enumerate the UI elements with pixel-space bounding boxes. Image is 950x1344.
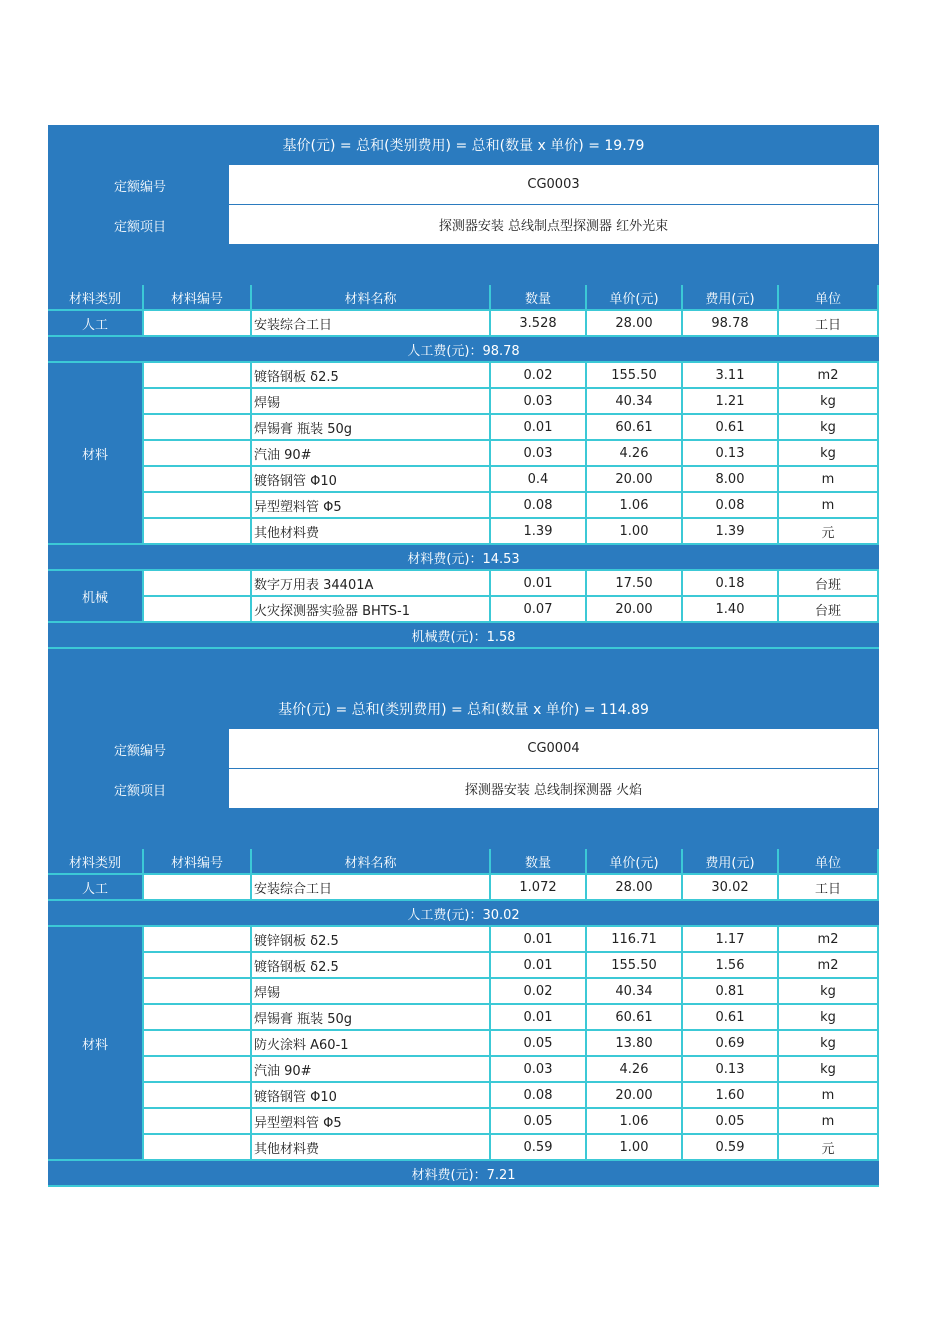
cost-cell: 0.13 — [683, 441, 779, 467]
unit-cell: kg — [779, 979, 879, 1005]
quota-sheet — [48, 125, 879, 1187]
unit-cell: m — [779, 493, 879, 519]
material-name-cell: 异型塑料管 Φ5 — [252, 1109, 491, 1135]
cost-cell: 1.21 — [683, 389, 779, 415]
quantity-cell: 1.072 — [491, 875, 587, 901]
unit-cell: kg — [779, 1005, 879, 1031]
material-name-cell: 镀锌钢板 δ2.5 — [252, 927, 491, 953]
unit-cell: kg — [779, 415, 879, 441]
unit-price-cell: 40.34 — [587, 389, 683, 415]
quantity-cell: 0.08 — [491, 493, 587, 519]
unit-price-cell: 28.00 — [587, 311, 683, 337]
quota-item-value: 探测器安装 总线制点型探测器 红外光束 — [229, 205, 879, 245]
materials-row — [144, 1135, 879, 1161]
materials-row — [144, 519, 879, 545]
materials-row — [144, 1057, 879, 1083]
col-header-unit: 单位 — [779, 285, 879, 311]
materials-row — [144, 1083, 879, 1109]
quota-item-label: 定额项目 — [48, 205, 229, 245]
column-header-row — [48, 849, 879, 875]
formula-header: 基价(元) = 总和(类别费用) = 总和(数量 x 单价) = 19.79 — [282, 138, 645, 154]
material-name-cell: 镀铬钢板 δ2.5 — [252, 953, 491, 979]
material-code-cell — [144, 1005, 252, 1031]
cost-cell: 1.17 — [683, 927, 779, 953]
material-name-cell: 汽油 90# — [252, 441, 491, 467]
material-code-cell — [144, 363, 252, 389]
unit-cell: kg — [779, 1057, 879, 1083]
unit-price-cell: 1.00 — [587, 519, 683, 545]
quantity-cell: 0.03 — [491, 1057, 587, 1083]
materials-subtotal: 材料费(元)：7.21 — [48, 1161, 879, 1187]
machines-row — [144, 597, 879, 623]
unit-cell: m — [779, 1083, 879, 1109]
unit-price-cell: 116.71 — [587, 927, 683, 953]
unit-cell: m2 — [779, 363, 879, 389]
cost-cell: 30.02 — [683, 875, 779, 901]
cost-cell: 1.60 — [683, 1083, 779, 1109]
unit-cell: kg — [779, 1031, 879, 1057]
quota-item-row — [48, 205, 879, 245]
materials-row — [144, 1031, 879, 1057]
cost-cell: 0.81 — [683, 979, 779, 1005]
material-name-cell: 镀铬钢板 δ2.5 — [252, 363, 491, 389]
col-header-cost: 费用(元) — [683, 285, 779, 311]
material-name-cell: 焊锡膏 瓶装 50g — [252, 1005, 491, 1031]
quota-code-row — [48, 729, 879, 769]
column-header-row — [48, 285, 879, 311]
material-name-cell: 防火涂料 A60-1 — [252, 1031, 491, 1057]
cost-cell: 1.40 — [683, 597, 779, 623]
quota-code-value: CG0004 — [229, 729, 879, 769]
spacer-band — [48, 649, 879, 689]
quantity-cell: 0.02 — [491, 979, 587, 1005]
materials-row — [144, 1005, 879, 1031]
materials-group — [48, 363, 879, 545]
col-header-unit-price: 单价(元) — [587, 849, 683, 875]
unit-price-cell: 4.26 — [587, 1057, 683, 1083]
quota-code-label: 定额编号 — [48, 729, 229, 769]
unit-price-cell: 60.61 — [587, 1005, 683, 1031]
materials-category-cell: 材料 — [48, 927, 144, 1161]
material-code-cell — [144, 953, 252, 979]
machines-category-cell: 机械 — [48, 571, 144, 623]
material-name-cell: 安装综合工日 — [252, 875, 491, 901]
material-code-cell — [144, 1083, 252, 1109]
quantity-cell: 0.4 — [491, 467, 587, 493]
labor-subtotal: 人工费(元)：98.78 — [48, 337, 879, 363]
labor-row — [48, 875, 879, 901]
unit-cell: m2 — [779, 927, 879, 953]
materials-row — [144, 953, 879, 979]
quantity-cell: 3.528 — [491, 311, 587, 337]
formula-header: 基价(元) = 总和(类别费用) = 总和(数量 x 单价) = 114.89 — [278, 702, 649, 718]
unit-cell: kg — [779, 389, 879, 415]
material-name-cell: 镀铬钢管 Φ10 — [252, 1083, 491, 1109]
quota-item-label: 定额项目 — [48, 769, 229, 809]
materials-row — [144, 927, 879, 953]
unit-cell: 台班 — [779, 597, 879, 623]
material-name-cell: 异型塑料管 Φ5 — [252, 493, 491, 519]
materials-row — [144, 979, 879, 1005]
unit-price-cell: 1.00 — [587, 1135, 683, 1161]
machines-row — [144, 571, 879, 597]
cost-cell: 0.59 — [683, 1135, 779, 1161]
quantity-cell: 0.01 — [491, 1005, 587, 1031]
material-name-cell: 汽油 90# — [252, 1057, 491, 1083]
quantity-cell: 0.01 — [491, 571, 587, 597]
quantity-cell: 0.08 — [491, 1083, 587, 1109]
cost-cell: 1.56 — [683, 953, 779, 979]
quantity-cell: 0.03 — [491, 441, 587, 467]
material-code-cell — [144, 979, 252, 1005]
unit-price-cell: 20.00 — [587, 1083, 683, 1109]
col-header-name: 材料名称 — [252, 285, 491, 311]
unit-cell: 工日 — [779, 875, 879, 901]
cost-cell: 0.61 — [683, 415, 779, 441]
cost-cell: 98.78 — [683, 311, 779, 337]
unit-price-cell: 155.50 — [587, 363, 683, 389]
labor-category-cell: 人工 — [48, 875, 144, 901]
cost-cell: 8.00 — [683, 467, 779, 493]
unit-cell: 元 — [779, 519, 879, 545]
material-code-cell — [144, 311, 252, 337]
cost-cell: 0.61 — [683, 1005, 779, 1031]
unit-price-cell: 40.34 — [587, 979, 683, 1005]
col-header-category: 材料类别 — [48, 285, 144, 311]
labor-subtotal: 人工费(元)：30.02 — [48, 901, 879, 927]
labor-category-cell: 人工 — [48, 311, 144, 337]
machines-group — [48, 571, 879, 623]
blank-band — [48, 809, 879, 849]
unit-cell: m2 — [779, 953, 879, 979]
material-code-cell — [144, 493, 252, 519]
material-code-cell — [144, 597, 252, 623]
cost-cell: 0.05 — [683, 1109, 779, 1135]
quantity-cell: 0.05 — [491, 1031, 587, 1057]
cost-cell: 0.08 — [683, 493, 779, 519]
machines-subtotal: 机械费(元)：1.58 — [48, 623, 879, 649]
quantity-cell: 0.59 — [491, 1135, 587, 1161]
unit-cell: 台班 — [779, 571, 879, 597]
material-code-cell — [144, 875, 252, 901]
material-name-cell: 镀铬钢管 Φ10 — [252, 467, 491, 493]
unit-price-cell: 60.61 — [587, 415, 683, 441]
unit-price-cell: 20.00 — [587, 467, 683, 493]
quota-code-value: CG0003 — [229, 165, 879, 205]
blank-band — [48, 245, 879, 285]
materials-row — [144, 493, 879, 519]
material-code-cell — [144, 1135, 252, 1161]
material-code-cell — [144, 415, 252, 441]
unit-price-cell: 1.06 — [587, 493, 683, 519]
quantity-cell: 0.02 — [491, 363, 587, 389]
material-code-cell — [144, 389, 252, 415]
material-code-cell — [144, 467, 252, 493]
materials-row — [144, 467, 879, 493]
col-header-unit: 单位 — [779, 849, 879, 875]
unit-cell: m — [779, 467, 879, 493]
unit-price-cell: 20.00 — [587, 597, 683, 623]
material-name-cell: 数字万用表 34401A — [252, 571, 491, 597]
unit-price-cell: 1.06 — [587, 1109, 683, 1135]
cost-cell: 0.18 — [683, 571, 779, 597]
materials-row — [144, 415, 879, 441]
col-header-category: 材料类别 — [48, 849, 144, 875]
material-name-cell: 其他材料费 — [252, 1135, 491, 1161]
col-header-code: 材料编号 — [144, 285, 252, 311]
unit-price-cell: 28.00 — [587, 875, 683, 901]
material-code-cell — [144, 927, 252, 953]
material-name-cell: 焊锡膏 瓶装 50g — [252, 415, 491, 441]
material-code-cell — [144, 1031, 252, 1057]
quantity-cell: 0.03 — [491, 389, 587, 415]
materials-category-cell: 材料 — [48, 363, 144, 545]
quantity-cell: 0.01 — [491, 953, 587, 979]
quantity-cell: 0.01 — [491, 415, 587, 441]
col-header-code: 材料编号 — [144, 849, 252, 875]
quantity-cell: 0.05 — [491, 1109, 587, 1135]
materials-row — [144, 389, 879, 415]
material-code-cell — [144, 1109, 252, 1135]
quota-item-row — [48, 769, 879, 809]
unit-price-cell: 17.50 — [587, 571, 683, 597]
cost-cell: 0.69 — [683, 1031, 779, 1057]
materials-row — [144, 1109, 879, 1135]
materials-row — [144, 363, 879, 389]
unit-cell: m — [779, 1109, 879, 1135]
material-code-cell — [144, 1057, 252, 1083]
cost-cell: 0.13 — [683, 1057, 779, 1083]
unit-price-cell: 4.26 — [587, 441, 683, 467]
materials-group — [48, 927, 879, 1161]
col-header-cost: 费用(元) — [683, 849, 779, 875]
unit-cell: kg — [779, 441, 879, 467]
quota-code-label: 定额编号 — [48, 165, 229, 205]
material-name-cell: 其他材料费 — [252, 519, 491, 545]
quota-item-value: 探测器安装 总线制探测器 火焰 — [229, 769, 879, 809]
cost-cell: 1.39 — [683, 519, 779, 545]
col-header-quantity: 数量 — [491, 849, 587, 875]
col-header-quantity: 数量 — [491, 285, 587, 311]
quantity-cell: 1.39 — [491, 519, 587, 545]
quantity-cell: 0.01 — [491, 927, 587, 953]
quantity-cell: 0.07 — [491, 597, 587, 623]
col-header-name: 材料名称 — [252, 849, 491, 875]
quota-code-row — [48, 165, 879, 205]
material-code-cell — [144, 441, 252, 467]
col-header-unit-price: 单价(元) — [587, 285, 683, 311]
material-code-cell — [144, 571, 252, 597]
material-name-cell: 火灾探测器实验器 BHTS-1 — [252, 597, 491, 623]
unit-cell: 元 — [779, 1135, 879, 1161]
materials-row — [144, 441, 879, 467]
unit-price-cell: 13.80 — [587, 1031, 683, 1057]
materials-subtotal: 材料费(元)：14.53 — [48, 545, 879, 571]
cost-cell: 3.11 — [683, 363, 779, 389]
material-name-cell: 安装综合工日 — [252, 311, 491, 337]
material-name-cell: 焊锡 — [252, 979, 491, 1005]
material-name-cell: 焊锡 — [252, 389, 491, 415]
material-code-cell — [144, 519, 252, 545]
unit-cell: 工日 — [779, 311, 879, 337]
labor-row — [48, 311, 879, 337]
unit-price-cell: 155.50 — [587, 953, 683, 979]
